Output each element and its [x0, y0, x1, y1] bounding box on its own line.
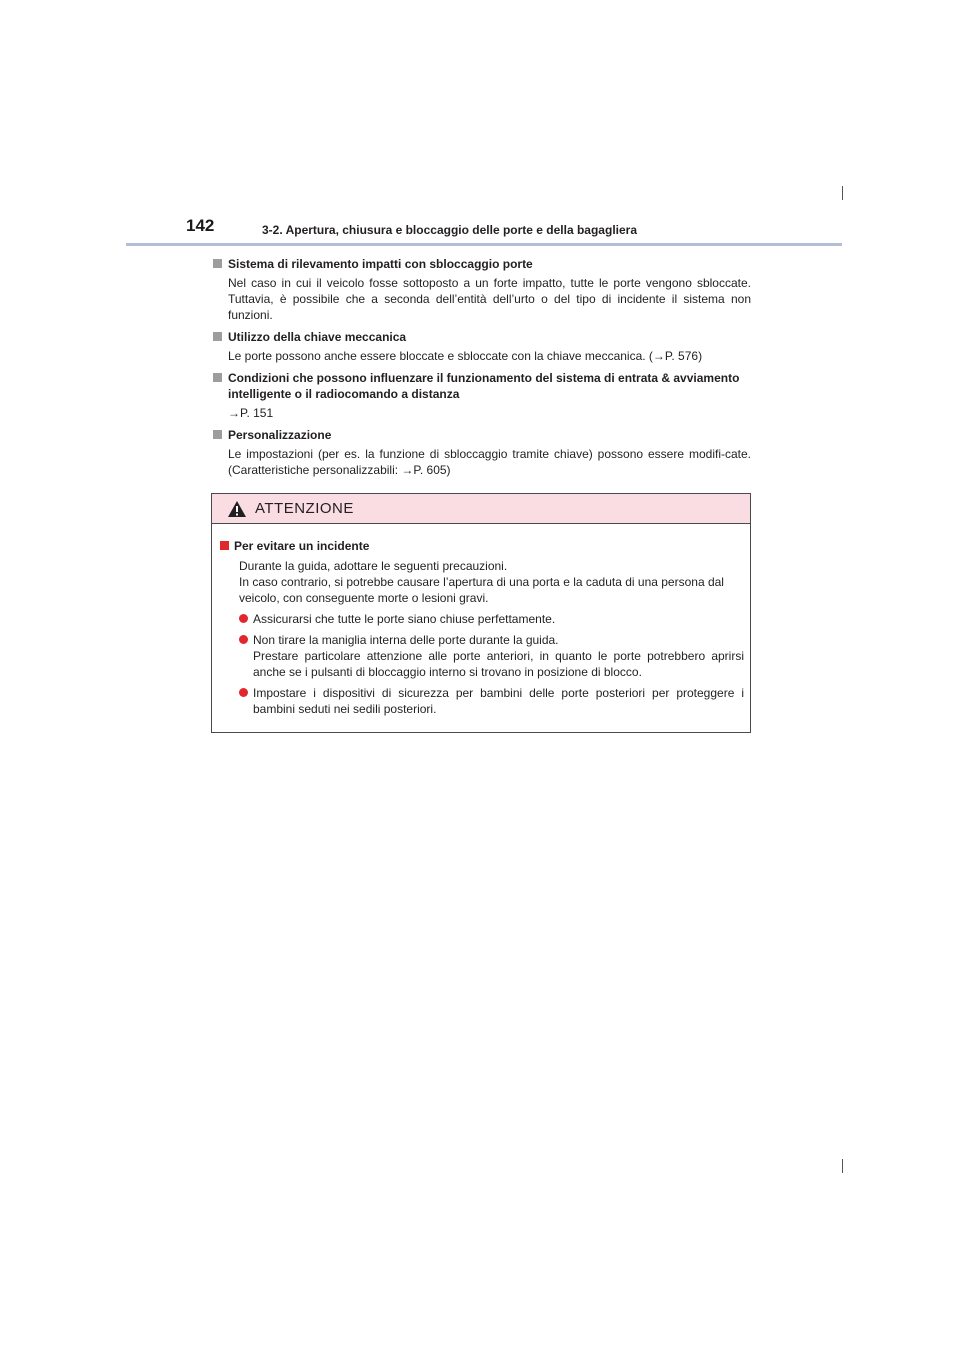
item-mechanical-key [211, 329, 751, 364]
warning-bullet-text-group [253, 632, 744, 680]
warning-bullet-text: Prestare particolare attenzione alle porte anteriori, in quanto le porte potrebbero aprirsi anche se i pulsanti di bloccaggio interno si trovano in posizione di blocco. [253, 649, 744, 679]
warning-header [212, 494, 750, 524]
gray-square-icon [213, 332, 222, 341]
item-title: Sistema di rilevamento impatti con sbloccaggio porte [228, 257, 533, 271]
gray-square-icon [213, 259, 222, 268]
red-square-icon [220, 541, 229, 550]
crop-mark-bottom [842, 1159, 843, 1173]
item-impact-sensing [211, 256, 751, 323]
warning-body [212, 524, 750, 717]
warning-title: ATTENZIONE [255, 500, 354, 517]
warning-box [211, 493, 751, 733]
warning-subtitle: Per evitare un incidente [234, 539, 370, 553]
item-customization [211, 427, 751, 478]
warning-intro [220, 558, 744, 606]
page-number: 142 [186, 216, 215, 235]
item-body: Le impostazioni (per es. la funzione di sbloccaggio tramite chiave) possono essere modifi-cate. (Caratteristiche personalizzabili: →P. 605) [228, 447, 751, 477]
main-content [211, 256, 751, 484]
warning-bullet-text: Non tirare la maniglia interna delle porte durante la guida. [253, 633, 559, 647]
section-title: 3-2. Apertura, chiusura e bloccaggio delle porte e della bagagliera [262, 223, 637, 237]
gray-square-icon [213, 373, 222, 382]
warning-intro-line: In caso contrario, si potrebbe causare l’apertura di una porta e la caduta di una persona dal veicolo, con conseguente morte o lesioni gravi. [239, 575, 724, 605]
warning-bullet-text: Impostare i dispositivi di sicurezza per bambini delle porte posteriori per proteggere i bambini seduti nei sedili posteriori. [253, 686, 744, 716]
item-body: Nel caso in cui il veicolo fosse sottoposto a un forte impatto, tutte le porte vengono sbloccate. Tuttavia, è possibile che a seconda dell’entità dell’urto o del tipo di incidente il sistema non funzioni. [228, 276, 751, 322]
warning-bullet [220, 685, 744, 717]
red-dot-icon [239, 614, 248, 623]
item-title: Utilizzo della chiave meccanica [228, 330, 407, 344]
item-body: Le porte possono anche essere bloccate e sbloccate con la chiave meccanica. (→P. 576) [228, 349, 703, 363]
red-dot-icon [239, 688, 248, 697]
item-body: →P. 151 [228, 406, 274, 420]
header-rule [126, 243, 842, 246]
item-conditions [211, 370, 751, 421]
item-title: Condizioni che possono influenzare il funzionamento del sistema di entrata & avviamento intelligente o il radiocomando a distanza [228, 371, 740, 401]
warning-bullet [220, 632, 744, 680]
page-header [186, 216, 846, 246]
crop-mark-top [842, 186, 843, 200]
warning-intro-line: Durante la guida, adottare le seguenti precauzioni. [239, 559, 508, 573]
red-dot-icon [239, 635, 248, 644]
gray-square-icon [213, 430, 222, 439]
warning-bullet-text: Assicurarsi che tutte le porte siano chiuse perfettamente. [253, 612, 556, 626]
item-title: Personalizzazione [228, 428, 332, 442]
warning-bullet [220, 611, 744, 627]
warning-triangle-icon [227, 500, 247, 518]
